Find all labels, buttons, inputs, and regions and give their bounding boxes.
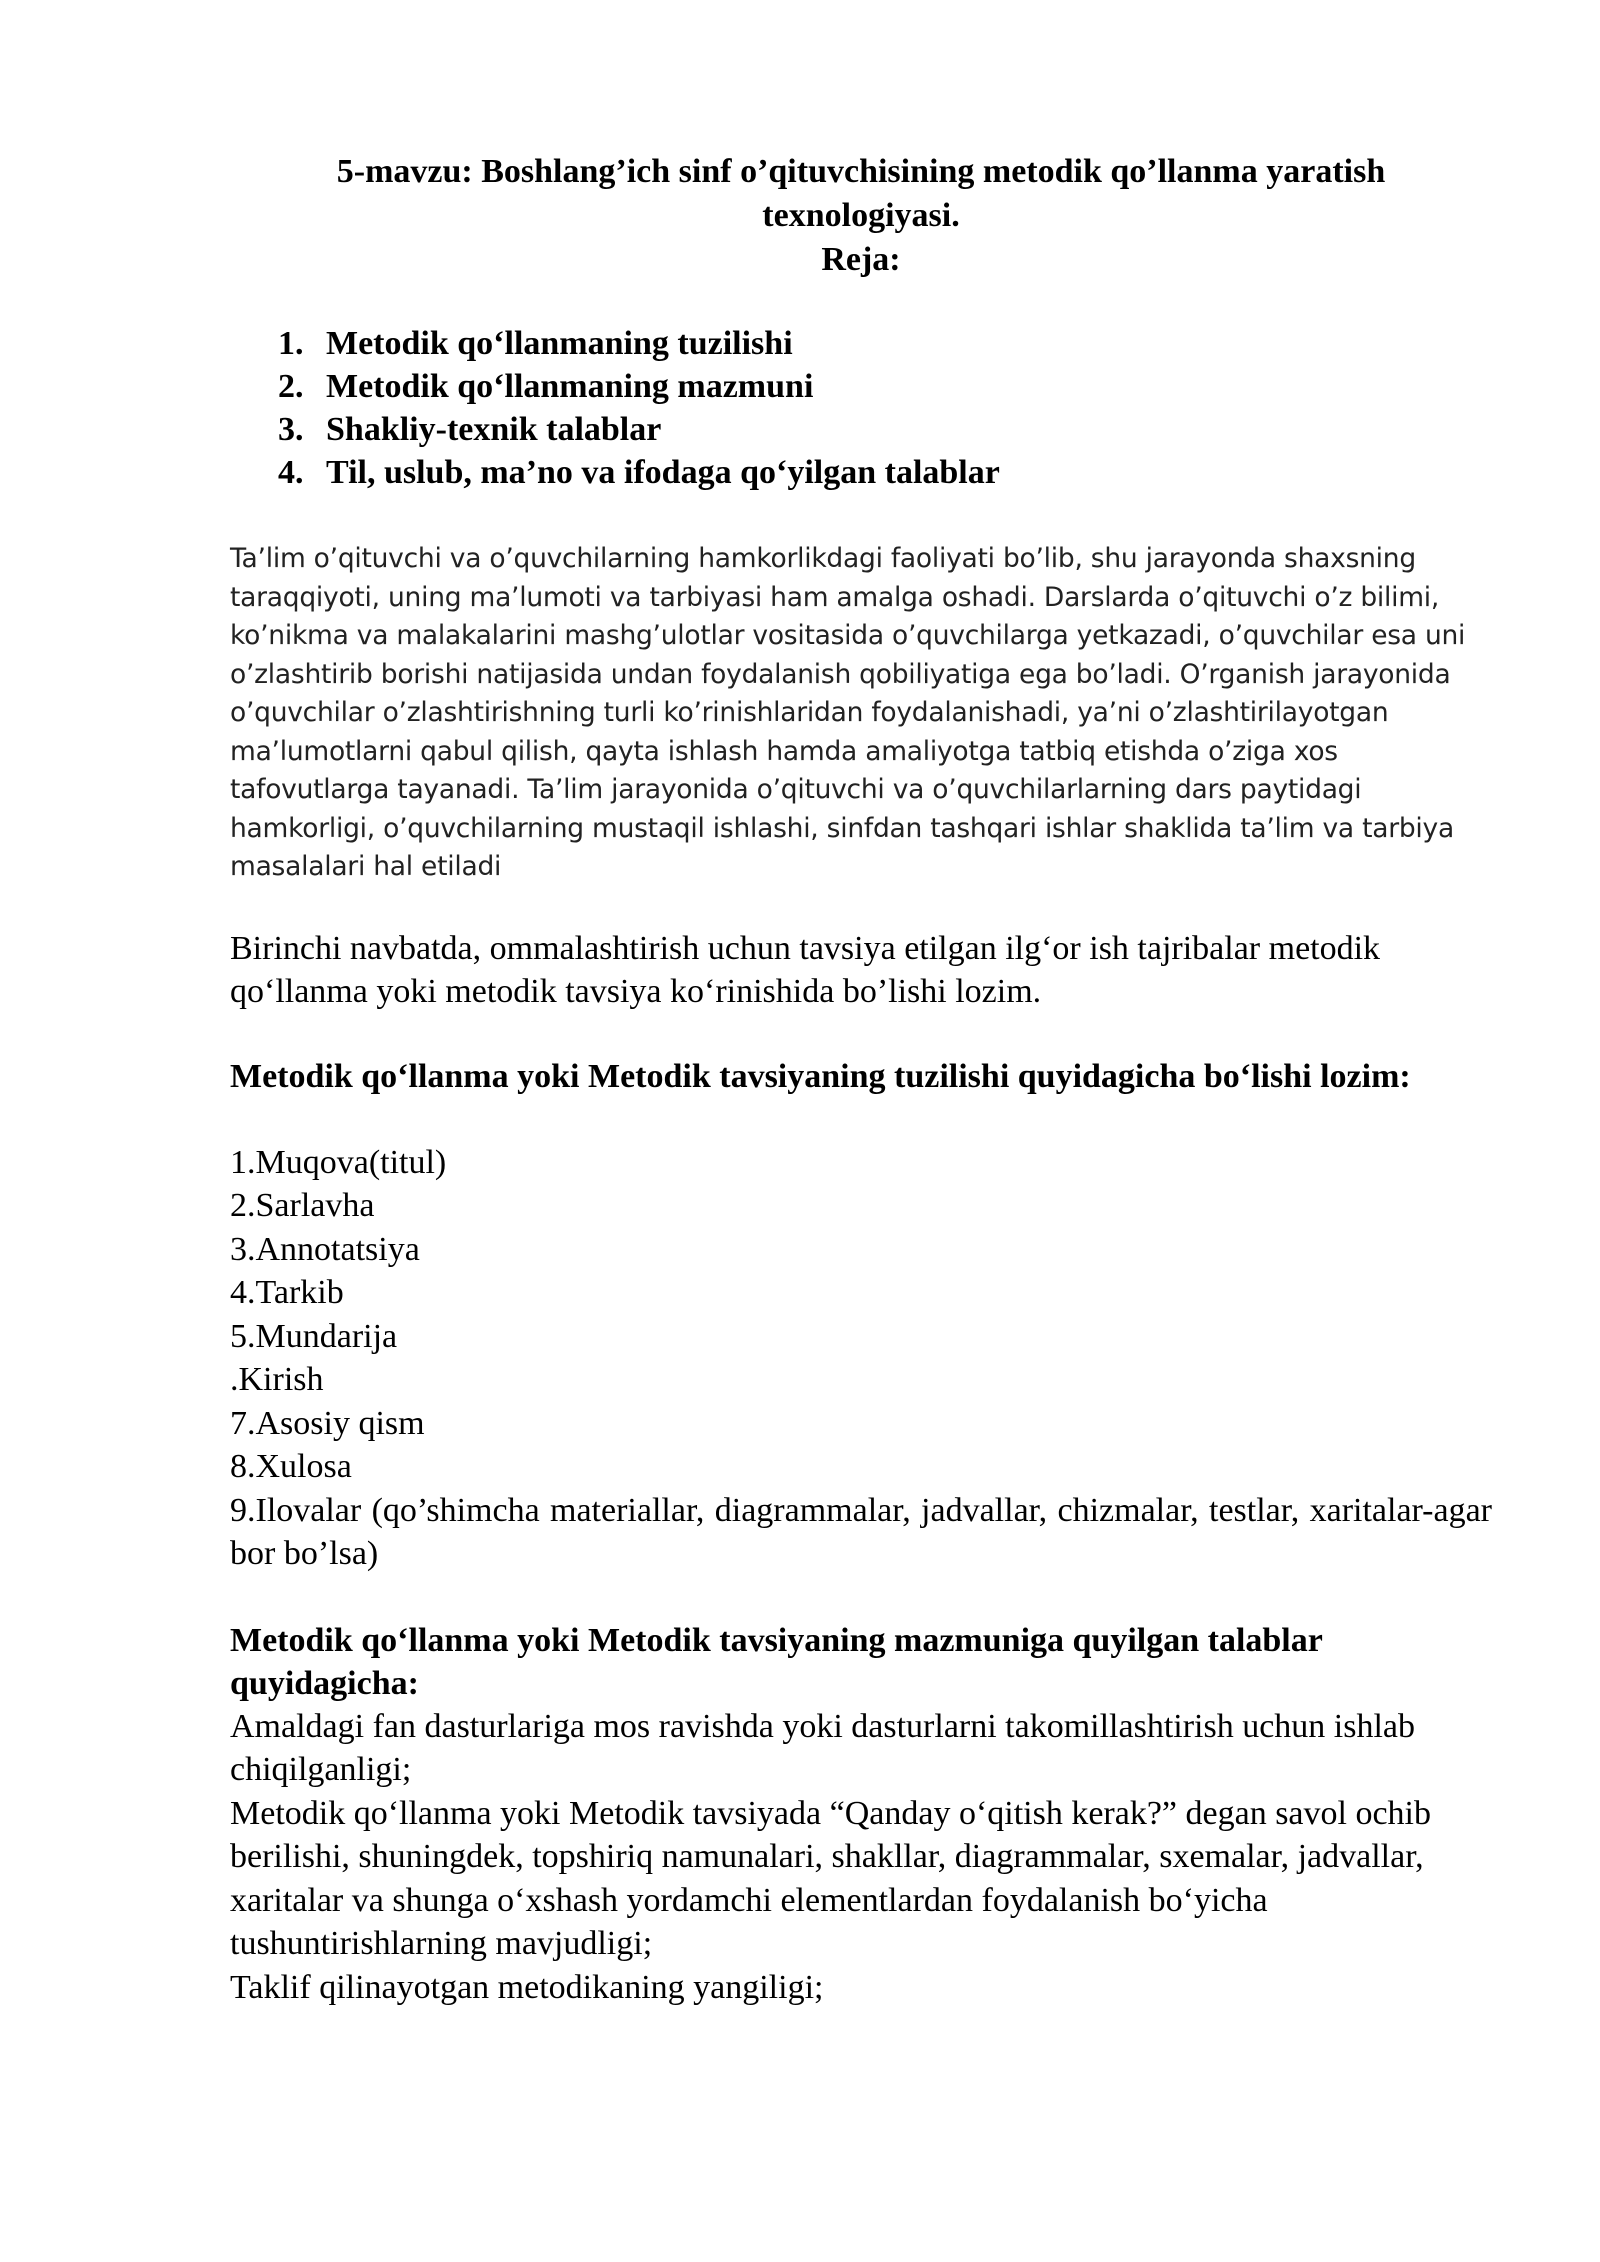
structure-list xyxy=(230,1141,1492,1576)
title-line-1: 5-mavzu: Boshlang’ich sinf o’qituvchisining metodik qo’llanma yaratish xyxy=(336,153,1386,190)
content-requirements xyxy=(230,1705,1492,2010)
structure-item: 2.Sarlavha xyxy=(230,1187,375,1224)
plan-item xyxy=(278,322,1492,365)
plan-item-number: 4. xyxy=(278,454,304,491)
plan-item-text: Til, uslub, ma’no va ifodaga qo‘yilgan talablar xyxy=(326,454,1000,491)
paragraph-recommendation: Birinchi navbatda, ommalashtirish uchun tavsiya etilgan ilg‘or ish tajribalar metodik qo‘llanma yoki metodik tavsiya ko‘rinishida bo’lishi lozim. xyxy=(230,929,1381,1010)
plan-item xyxy=(278,451,1492,494)
requirement-item: Amaldagi fan dasturlariga mos ravishda yoki dasturlarni takomillashtirish uchun ishlab chiqilganligi; xyxy=(230,1707,1416,1788)
plan-heading: Reja: xyxy=(821,241,901,278)
document-page xyxy=(230,150,1492,2009)
structure-item: .Kirish xyxy=(230,1361,324,1398)
plan-item-number: 3. xyxy=(278,411,304,448)
structure-item: 4.Tarkib xyxy=(230,1274,344,1311)
structure-item: 3.Annotatsiya xyxy=(230,1230,420,1268)
structure-heading: Metodik qo‘llanma yoki Metodik tavsiyaning tuzilishi quyidagicha bo‘lishi lozim: xyxy=(230,1057,1411,1095)
structure-item: 1.Muqova(titul) xyxy=(230,1143,447,1181)
plan-item-number: 1. xyxy=(278,325,304,362)
plan-item-text: Metodik qo‘llanmaning mazmuni xyxy=(326,368,814,405)
plan-item-number: 2. xyxy=(278,368,304,405)
structure-item: 8.Xulosa xyxy=(230,1448,352,1485)
plan-item-text: Metodik qo‘llanmaning tuzilishi xyxy=(326,325,793,362)
requirement-item: Metodik qo‘llanma yoki Metodik tavsiyada “Qanday o‘qitish kerak?” degan savol ochib berilishi, shuningdek, topshiriq namunalari, shakllar, diagrammalar, sxemalar, jadvallar, xaritalar va shunga o‘xshash yordamchi elementlardan foydalanish bo‘yicha tushuntirishlarning mavjudligi; xyxy=(230,1794,1432,1962)
structure-item: 9.Ilovalar (qo’shimcha materiallar, diagrammalar, jadvallar, chizmalar, testlar, xaritalar-agar bor bo’lsa) xyxy=(230,1491,1492,1572)
content-requirements-heading: Metodik qo‘llanma yoki Metodik tavsiyaning mazmuniga quyilgan talablar quyidagicha: xyxy=(230,1621,1323,1702)
title-line-2: texnologiyasi. xyxy=(762,197,960,234)
document-title xyxy=(230,150,1492,282)
intro-paragraph: Ta’lim o’qituvchi va o’quvchilarning hamkorlikdagi faoliyati bo’lib, shu jarayonda shaxsning taraqqiyoti, uning ma’lumoti va tarbiyasi ham amalga oshadi. Darslarda o’qituvchi o’z bilimi, ko’nikma va malakalarini mashg’ulotlar vositasida o’quvchilarga yetkazadi, o’quvchilar esa uni o’zlashtirib borishi natijasida undan foydalanish qobiliyatiga ega bo’ladi. O’rganish jarayonida o’quvchilar o’zlashtirishning turli ko’rinishlaridan foydalanishadi, ya’ni o’zlashtirilayotgan ma’lumotlarni qabul qilish, qayta ishlash hamda amaliyotga tatbiq etishda o’ziga xos tafovutlarga tayanadi. Ta’lim jarayonida o’qituvchi va o’quvchilarlarning dars paytidagi hamkorligi, o’quvchilarning mustaqil ishlashi, sinfdan tashqari ishlar shaklida ta’lim va tarbiya masalalari hal etiladi xyxy=(230,543,1466,882)
plan-item xyxy=(278,408,1492,451)
requirement-item: Taklif qilinayotgan metodikaning yangiligi; xyxy=(230,1968,824,2006)
plan-item xyxy=(278,365,1492,408)
structure-item: 7.Asosiy qism xyxy=(230,1404,425,1442)
structure-item: 5.Mundarija xyxy=(230,1317,398,1355)
plan-list xyxy=(230,322,1492,494)
plan-item-text: Shakliy-texnik talablar xyxy=(326,411,662,448)
